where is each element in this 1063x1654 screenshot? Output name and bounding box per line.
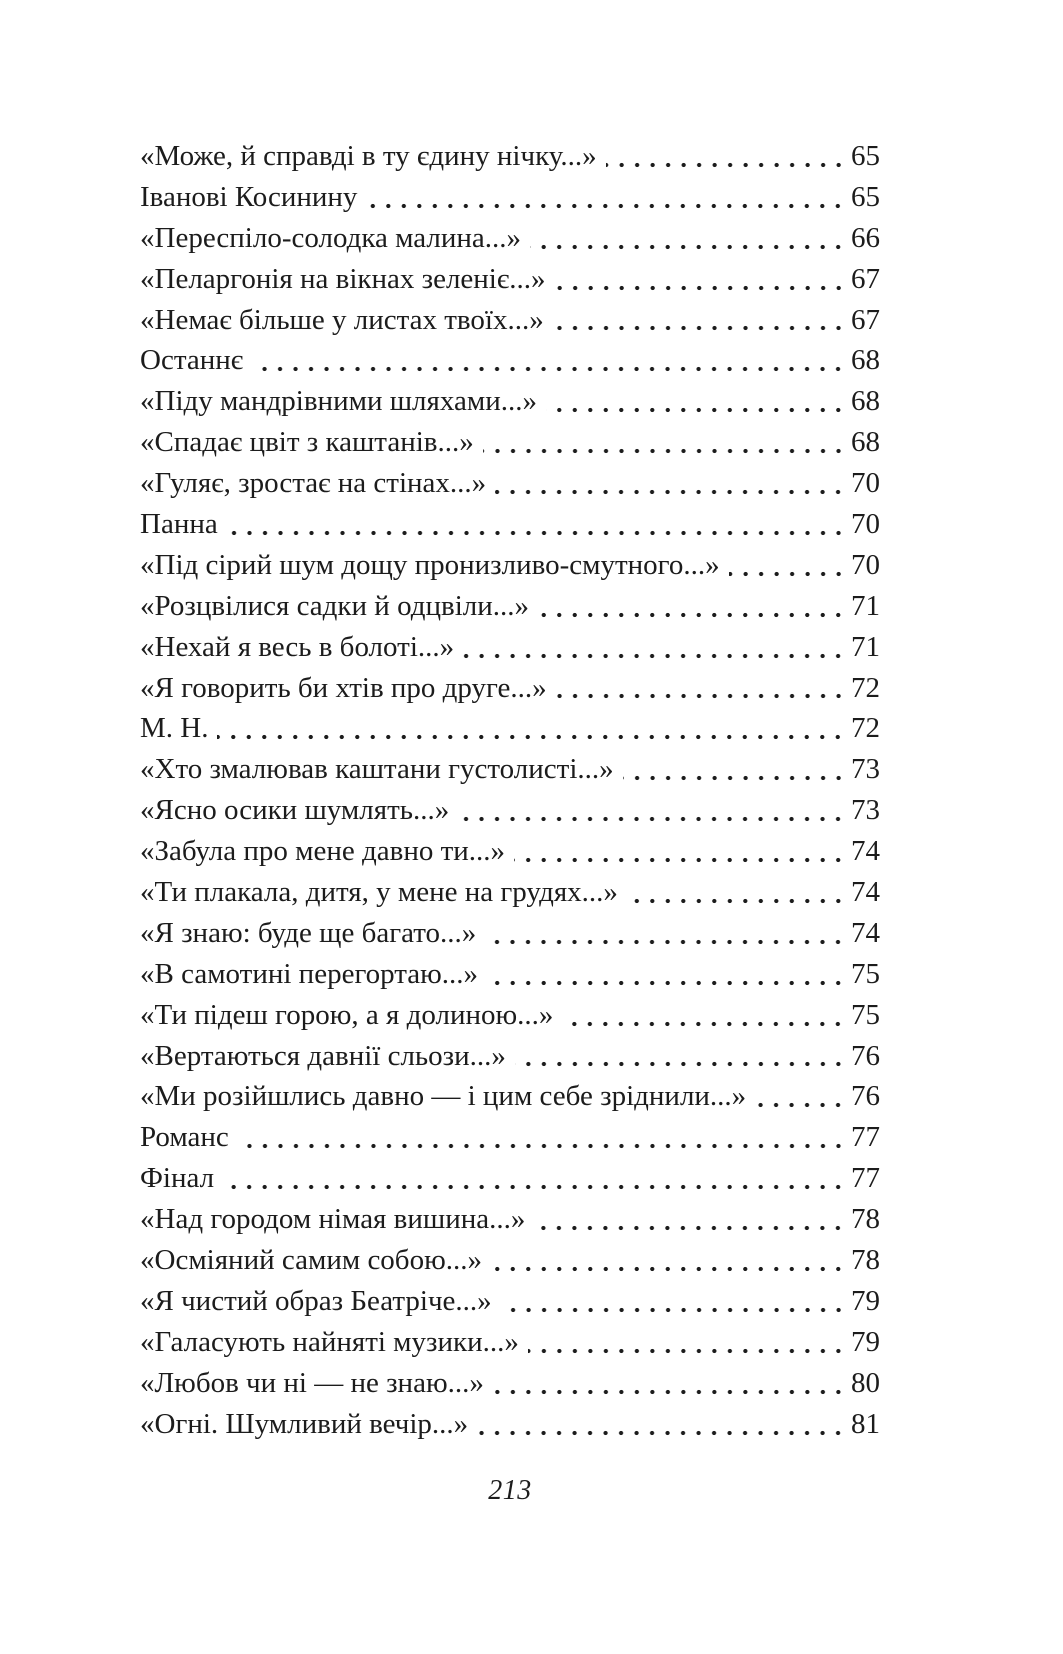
toc-entry-title: М. Н. [140,712,209,745]
toc-entry-title: «Немає більше у листах твоїх...» [140,303,544,336]
toc-entry-page: 78 [851,1203,880,1236]
toc-entry-title: «Ми розійшлись давно — і цим себе зріднили...» [140,1080,747,1113]
toc-entry [140,954,880,995]
toc-entry-title: «Під сірий шум дощу пронизливо-смутного...» [140,548,720,581]
toc-entry-title: Панна [140,508,218,541]
toc-entry [140,1322,880,1363]
toc-entry [140,995,880,1036]
toc-entry-title: «Ти плакала, дитя, у мене на грудях...» [140,876,618,909]
dot-leader [530,218,846,259]
toc-entry-title: «Я знаю: буде ще багато...» [140,916,477,949]
toc-entry-page: 72 [851,671,880,704]
toc-entry-page: 81 [851,1407,880,1440]
toc-entry [140,300,880,341]
toc-entry [140,340,880,381]
toc-entry [140,749,880,790]
toc-entry-page: 68 [851,344,880,377]
dot-leader [252,340,846,381]
dot-leader [755,1076,846,1117]
dot-leader [495,463,846,504]
toc-entry-page: 76 [851,1080,880,1113]
dot-leader [514,831,846,872]
dot-leader [227,504,846,545]
toc-entry-page: 73 [851,753,880,786]
toc-entry-page: 77 [851,1121,880,1154]
toc-entry-title: «Забула про мене давно ти...» [140,835,506,868]
toc-entry-page: 74 [851,835,880,868]
toc-entry-page: 67 [851,303,880,336]
dot-leader [562,995,846,1036]
toc-entry-page: 65 [851,180,880,213]
toc-entry [140,1363,880,1404]
toc-entry [140,708,880,749]
toc-entry-page: 65 [851,140,880,172]
toc-entry-title: «Ясно осики шумлять...» [140,794,450,827]
toc-entry [140,872,880,913]
dot-leader [606,136,846,177]
toc-entry-title: «Нехай я весь в болоті...» [140,630,455,663]
dot-leader [463,627,846,668]
toc-entry [140,1240,880,1281]
toc-entry-page: 75 [851,998,880,1031]
toc-entry-title: «Я чистий образ Беатріче...» [140,1284,492,1317]
dot-leader [627,872,846,913]
dot-leader [555,259,846,300]
toc-entry-page: 71 [851,589,880,622]
toc-entry [140,1036,880,1077]
dot-leader [553,300,846,341]
toc-entry [140,504,880,545]
toc-list [140,136,880,1445]
toc-entry-title: «В самотині перегортаю...» [140,957,479,990]
toc-entry-page: 66 [851,221,880,254]
toc-entry [140,586,880,627]
toc-entry-title: Романс [140,1121,229,1154]
toc-entry-page: 73 [851,794,880,827]
dot-leader [528,1322,846,1363]
dot-leader [729,545,846,586]
dot-leader [458,790,846,831]
toc-entry-title: «Осміяний самим собою...» [140,1244,482,1277]
dot-leader [238,1117,846,1158]
toc-entry [140,668,880,709]
toc-entry-title: «Ти підеш горою, а я долиною...» [140,998,554,1031]
toc-entry-page: 80 [851,1366,880,1399]
dot-leader [538,586,846,627]
toc-entry [140,1158,880,1199]
dot-leader [217,708,846,749]
page-number: 213 [488,1474,532,1506]
toc-entry [140,627,880,668]
toc-entry-title: Іванові Косинину [140,180,358,213]
toc-entry-page: 70 [851,548,880,581]
dot-leader [501,1281,846,1322]
toc-entry-page: 79 [851,1284,880,1317]
toc-entry-title: «Може, й справді в ту єдину нічку...» [140,140,597,172]
toc-entry [140,1281,880,1322]
toc-entry-page: 70 [851,467,880,500]
toc-entry-title: «Спадає цвіт з каштанів...» [140,426,474,459]
toc-entry-page: 75 [851,957,880,990]
toc-entry [140,1117,880,1158]
toc-entry [140,1404,880,1445]
toc-entry [140,136,880,177]
dot-leader [223,1158,846,1199]
dot-leader [485,913,846,954]
toc-entry-title: «Хто змалював каштани густолисті...» [140,753,614,786]
toc-entry [140,259,880,300]
dot-leader [366,177,846,218]
toc-entry-title: Фінал [140,1162,215,1195]
toc-entry-page: 68 [851,385,880,418]
toc-entry-title: «Я говорить би хтів про друге...» [140,671,547,704]
toc-entry-page: 74 [851,876,880,909]
toc-entry-page: 70 [851,508,880,541]
toc-entry-title: «Розцвілися садки й одцвіли...» [140,589,529,622]
toc-entry-title: «Галасують найняті музики...» [140,1325,519,1358]
dot-leader [487,954,846,995]
toc-entry-page: 68 [851,426,880,459]
toc-entry [140,177,880,218]
toc-entry [140,545,880,586]
toc-entry-page: 74 [851,916,880,949]
dot-leader [534,1199,846,1240]
toc-entry-page: 78 [851,1244,880,1277]
toc-entry-title: Останнє [140,344,244,377]
toc-entry [140,831,880,872]
toc-entry-title: «Огні. Шумливий вечір...» [140,1407,469,1440]
toc-entry [140,463,880,504]
toc-entry-title: «Над городом німая вишина...» [140,1203,526,1236]
toc-entry-page: 71 [851,630,880,663]
toc-entry-title: «Переспіло-солодка малина...» [140,221,522,254]
toc-entry [140,381,880,422]
toc-entry [140,1076,880,1117]
toc-entry-title: «Любов чи ні — не знаю...» [140,1366,484,1399]
dot-leader [491,1240,846,1281]
toc-entry-page: 77 [851,1162,880,1195]
toc-entry-title: «Вертаються давнії сльози...» [140,1039,506,1072]
toc-entry-page: 76 [851,1039,880,1072]
toc-entry [140,913,880,954]
toc-entry [140,790,880,831]
dot-leader [477,1404,846,1445]
toc-entry [140,1199,880,1240]
dot-leader [623,749,846,790]
toc-entry-page: 67 [851,262,880,295]
toc-entry-page: 72 [851,712,880,745]
dot-leader [546,381,846,422]
toc-entry-title: «Гуляє, зростає на стінах...» [140,467,487,500]
toc-entry-page: 79 [851,1325,880,1358]
toc-entry-title: «Піду мандрівними шляхами...» [140,385,537,418]
dot-leader [515,1036,846,1077]
toc-entry [140,422,880,463]
dot-leader [483,422,846,463]
toc-entry-title: «Пеларгонія на вікнах зеленіє...» [140,262,546,295]
toc-entry [140,218,880,259]
dot-leader [493,1363,846,1404]
dot-leader [556,668,846,709]
